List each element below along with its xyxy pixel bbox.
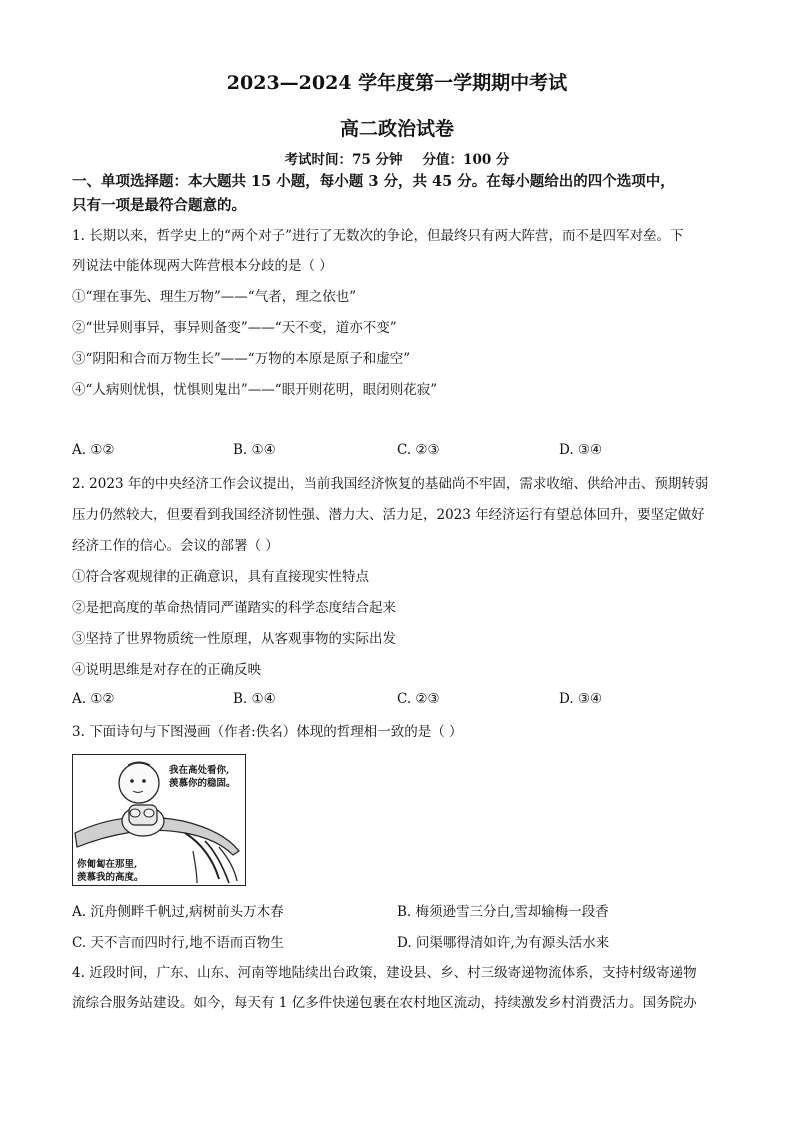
q1-statement-3: ③“阴阳和合而万物生长”——“万物的本原是原子和虚空”	[72, 351, 411, 367]
q1-option-c: C. ②③	[397, 442, 440, 458]
q1-statement-2: ②“世异则事异，事异则备变”——“天不变，道亦不变”	[72, 320, 397, 336]
q3-options-row1	[72, 900, 732, 920]
q3-option-a: A. 沉舟侧畔千帆过,病树前头万木春	[72, 904, 284, 920]
q3-option-b: B. 梅须逊雪三分白,雪却输梅一段香	[397, 904, 609, 920]
q3-options-row2	[72, 931, 732, 951]
q3-option-d: D. 问渠哪得清如许,为有源头活水来	[397, 935, 610, 951]
section-heading-line2: 只有一项是最符合题意的。	[72, 197, 246, 214]
cartoon-caption-top-line1: 我在高处看你,	[169, 765, 230, 776]
q2-stem-line2: 压力仍然较大，但要看到我国经济韧性强、潜力大、活力足，2023 年经济运行有望总体回升，要坚定做好	[72, 507, 705, 523]
q2-stem-line1: 2. 2023 年的中央经济工作会议提出，当前我国经济恢复的基础尚不牢固，需求收缩、供给冲击、预期转弱	[72, 476, 709, 492]
section-heading-line1: 一、单项选择题：本大题共 15 小题，每小题 3 分，共 45 分。在每小题给出的四个选项中，	[72, 173, 675, 190]
q1-stem-line1: 1. 长期以来，哲学史上的“两个对子”进行了无数次的争论，但最终只有两大阵营，而不是四军对垒。下	[72, 228, 684, 244]
exam-time: 考试时间：75 分钟	[284, 152, 403, 168]
q1-option-d: D. ③④	[559, 442, 603, 458]
q1-stem-line2: 列说法中能体现两大阵营根本分歧的是（ ）	[72, 258, 333, 274]
q1-statement-1: ①“理在事先、理生万物”——“气者，理之依也”	[72, 289, 357, 305]
q2-statement-2: ②是把高度的革命热情同严谨踏实的科学态度结合起来	[72, 600, 396, 616]
q2-options	[72, 691, 732, 711]
q1-option-a: A. ①②	[72, 442, 115, 458]
cartoon-caption-bottom-line1: 你匍匐在那里,	[77, 859, 138, 870]
q4-stem-line2: 流综合服务站建设。如今，每天有 1 亿多件快递包裹在农村地区流动，持续激发乡村消费活力。国务院办	[72, 995, 697, 1011]
exam-score: 分值：100 分	[422, 152, 510, 168]
q3-option-c: C. 天不言而四时行,地不语而百物生	[72, 935, 284, 951]
q2-statement-4: ④说明思维是对存在的正确反映	[72, 662, 261, 678]
section-heading	[72, 170, 732, 218]
q3-stem: 3. 下面诗句与下图漫画（作者:佚名）体现的哲理相一致的是（ ）	[72, 724, 463, 740]
q2-option-d: D. ③④	[559, 691, 603, 707]
q2-option-c: C. ②③	[397, 691, 440, 707]
q1-statement-4: ④“人病则忧惧，忧惧则鬼出”——“眼开则花明，眼闭则花寂”	[72, 382, 438, 398]
q2-statement-1: ①符合客观规律的正确意识，具有直接现实性特点	[72, 569, 369, 585]
q1-option-b: B. ①④	[233, 442, 276, 458]
exam-subtitle: 高二政治试卷	[339, 118, 454, 140]
q2-option-a: A. ①②	[72, 691, 115, 707]
q2-statement-3: ③坚持了世界物质统一性原理，从客观事物的实际出发	[72, 631, 396, 647]
q2-stem-line3: 经济工作的信心。会议的部署（ ）	[72, 538, 279, 554]
cartoon-caption-bottom-line2: 羡慕我的高度。	[77, 872, 144, 883]
exam-meta	[0, 148, 794, 168]
q2-option-b: B. ①④	[233, 691, 276, 707]
cartoon-caption-top-line2: 羡慕你的稳固。	[169, 778, 236, 789]
q4-stem-line1: 4. 近段时间，广东、山东、河南等地陆续出台政策，建设县、乡、村三级寄递物流体系，支持村级寄递物	[72, 965, 697, 981]
q1-options	[72, 442, 732, 462]
q3-cartoon	[72, 754, 246, 886]
exam-title: 2023—2024 学年度第一学期期中考试	[226, 72, 568, 94]
